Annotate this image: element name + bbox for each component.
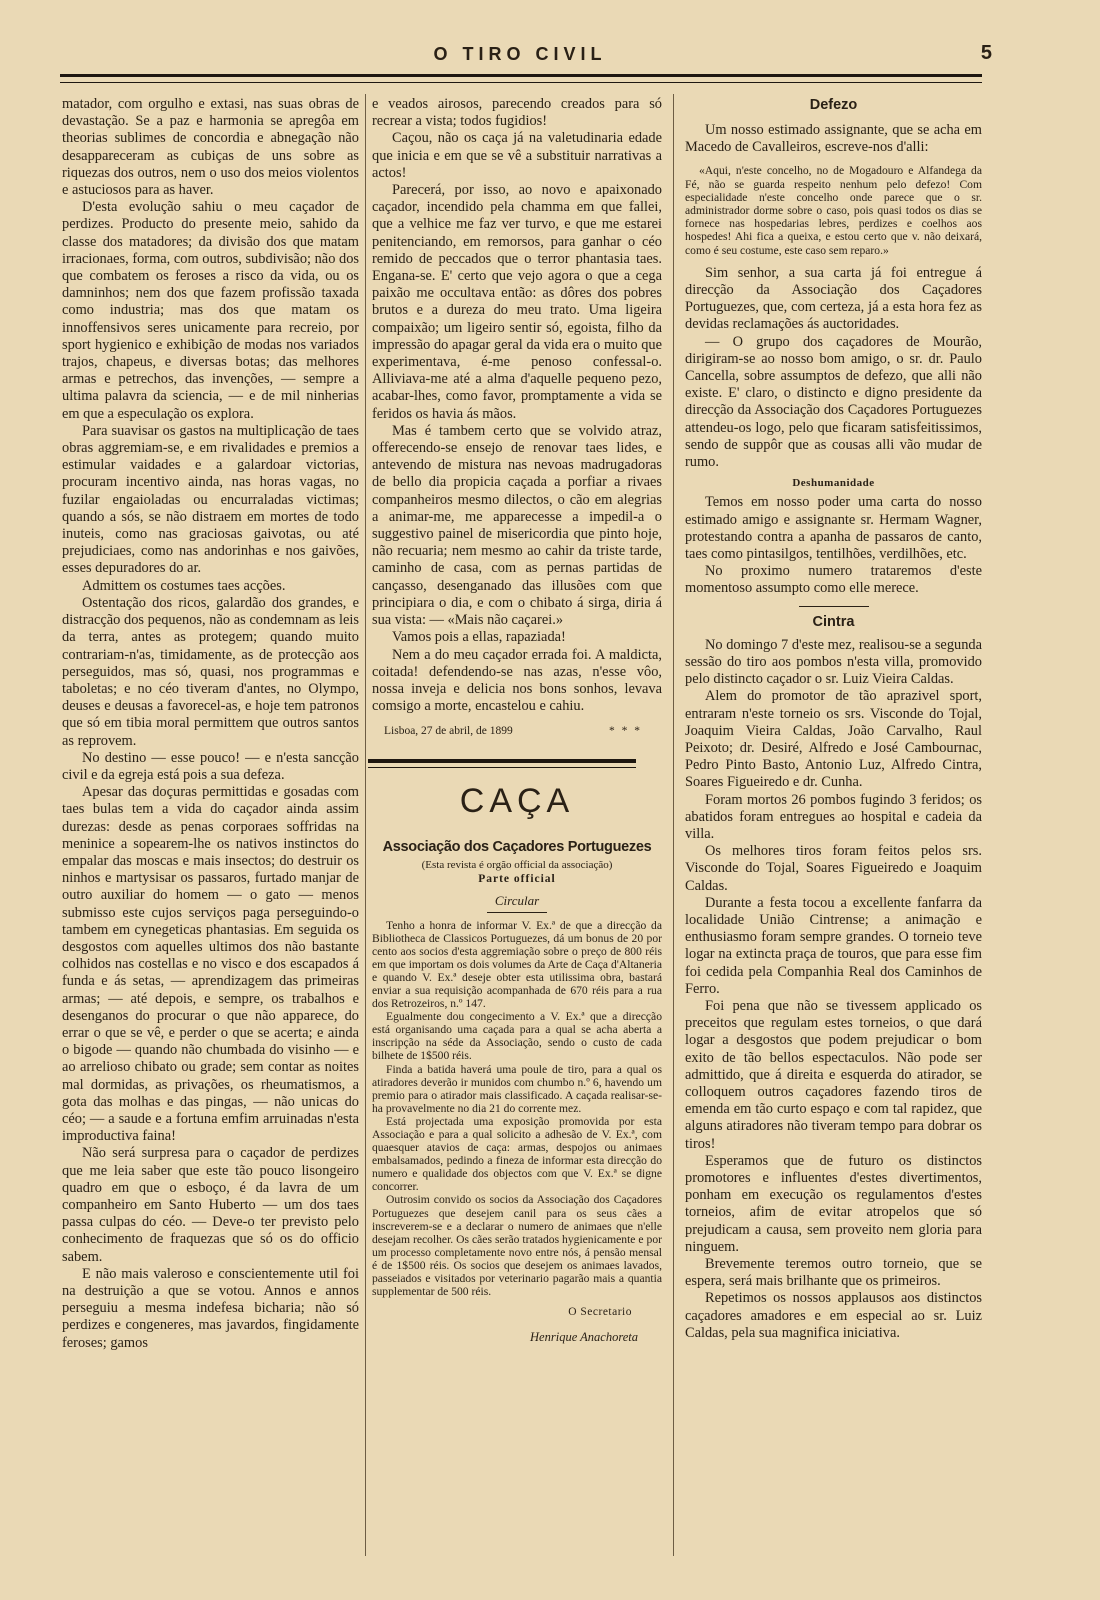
article-paragraph: Parecerá, por isso, ao novo e apaixonado caçador, incendido pela chamma em que fallei, que a velhice me faz ver turvo, e que me estarei penitenciando, em remorsos, para ganhar o céo remido de peccados que o terror phantasia taes. Engana-se. E' certo que vejo agora o que a cega paixão me occultava então: as dôres dos pobres brutos e a dureza do meu trato. Uma ligeira compaixão; um ligeiro sentir só, egoista, filho da impressão do apagar geral da vida era o muito que experimentava, é-me penoso confessal-o. Alliviava-me até a alma d'aquelle pequeno pezo, acabar-lhes, como favor, promptamente a vida se feridos os havia ás mãos. (372, 182, 662, 422)
article-paragraph: Para suavisar os gastos na multiplicação de taes obras aggremiam-se, e em rivalidades e premios a estimular vaidades e a galardoar victorias, procuram incentivo ainda, nas horas vagas, no fuzilar engaioladas ou encurraladas victimas; quando a sós, se não distraem em mortes de todo inuteis, como nas graciosas gaivotas, ou até prejudiciaes, como nas andorinhas e nos gaivões, esses depuradores do ar. (62, 422, 359, 577)
article-paragraph: Vamos pois a ellas, rapaziada! (392, 629, 566, 646)
article-paragraph: Durante a festa tocou a excellente fanfarra da localidade União Cintrense; a animação e enthusiasmo foram sempre grandes. O torneio teve logar na extincta praça de touros, que para esse fim foi cedida pela Companhia Real dos Caminhos de Ferro. (685, 894, 982, 997)
article-signoff (372, 723, 662, 739)
column-divider (673, 94, 674, 1556)
section-title-caca: CAÇA (459, 782, 575, 821)
divider-rule (487, 912, 547, 913)
section-rule (368, 759, 636, 768)
signoff-asterisks: * * * (609, 725, 642, 738)
column-3 (685, 96, 982, 1342)
parte-official-label: Parte official (478, 873, 556, 886)
circular-paragraph: Outrosim convido os socios da Associação dos Caçadores Portuguezes que desejem canil para os seus cães a inscreverem-se e a declarar o numero de animaes que n'elle desejam recolher. Os cães serão tratados hygienicamente e por um processo completamente novo entre nós, á pensão mensal é de 1$500 réis. Os socios que desejem os animaes lavados, passeiados e visitados por veterinario pagarão mais a quantia supplementar de 500 réis. (372, 1193, 662, 1299)
article-paragraph: Apesar das doçuras permittidas e gosadas com taes bulas tem a vida do caçador ainda assim durezas: desde as penas corporaes soffridas na meninice a sopearem-lhe os nativos instinctos do empalar das moscas e mais insectos; do destruir os ninhos e martysisar os passaros, furtado manjar de outro auxiliar do homem — o gato — menos submisso este cujos serviços paga perseguindo-o tambem em cynegeticas phantasias. Em seguida os desgostos com aquelles ultimos dos não bastante colhidos nas costellas e no visco e dos escapados á funda e ás setas, — aprendizagem das primeiras armas; — até depois, e sempre, os trabalhos e desenganos do procurar o que não apparece, do errar o que se vê, e perder o que se acerta; e ainda o bigode — quando não chumbada do visinho — e ao arrelioso chibato ou grade; sem contar as noites mal dormidas, as privações, os rheumatismos, a gota das molhas e das pingas, — não unicas do céo; — a saude e a fortuna emfim arruinadas n'esta improductiva faina! (62, 784, 359, 1145)
article-paragraph: Sim senhor, a sua carta já foi entregue á direcção da Associação dos Caçadores Portuguezes, que, com certeza, já a esta hora fez as devidas reclamações ás auctoridades. (685, 264, 982, 333)
article-paragraph: E não mais valeroso e conscientemente util foi na destruição a que se votou. Annos e annos perseguiu a mesma indefesa bicharia; não só perdizes e congeneres, mas javardos, fingidamente feroses; gamos (62, 1265, 359, 1351)
article-paragraph: Ostentação dos ricos, galardão dos grandes, e distracção dos pequenos, não as condemnam as leis da terra, antes as protegem; quando muito contrariam-n'as, timidamente, as de protecção aos perseguidos, mas só, quasi, nos programmas e taboletas; e no céo tiveram d'antes, no Olympo, deuses e deusas a favorecel-as, e hoje tem patronos que só em tibia moral permittem que outros santos as reprovem. (62, 594, 359, 749)
article-paragraph: Esperamos que de futuro os distinctos promotores e influentes d'estes divertimentos, ponham em execução os regulamentos d'estes torneios, afim de evitar atropelos que só prejudicam a causa, sem proveito nem gloria para ninguem. (685, 1152, 982, 1255)
header-double-rule (60, 74, 982, 83)
article-paragraph: Brevemente teremos outro torneio, que se espera, será mais brilhante que os primeiros. (685, 1256, 982, 1290)
article-paragraph: No domingo 7 d'este mez, realisou-se a segunda sessão do tiro aos pombos n'esta villa, promovido pelo distincto caçador o sr. Luiz Vieira Caldas. (685, 636, 982, 688)
journal-title: O TIRO CIVIL (433, 44, 607, 64)
article-paragraph: Caçou, não os caça já na valetudinaria edade que inicia e em que se vê a substituir narrativas a actos! (372, 130, 662, 181)
secretary-title: O Secretario (568, 1306, 632, 1319)
quote-text: «Aqui, n'este concelho, no de Mogadouro e Alfandega da Fé, não se guarda respeito nenhum pelo defezo! Com especialidade n'este concelho onde parece que o sr. administrador dorme sobre o caso, pois quasi todos os dias se fornece nas hospedarias lebres, perdizes e coelhos aos hospedes! Ahi fica a queixa, e estou certo que v. não deixará, como é seu costume, este caso sem reparo.» (685, 164, 982, 257)
article-paragraph: Admittem os costumes taes acções. (82, 577, 286, 594)
circular-paragraph: Finda a batida haverá uma poule de tiro, para a qual os atiradores deverão ir munidos com chumbo n.º 6, havendo um premio para o atirador mais classificado. A caçada realisar-se-ha provavelmente no dia 21 do corrente mez. (372, 1062, 662, 1115)
article-paragraph: e veados airosos, parecendo creados para só recrear a vista; todos fugidios! (372, 96, 662, 130)
article-paragraph: Alem do promotor de tão aprazivel sport, entraram n'este torneio os srs. Visconde do Tojal, Joaquim Vieira Caldas, João Carvalho, Raul Peixoto; dr. Desiré, Alfredo e José Cambournac, Pedro Pinto Basto, Antonio Luz, Alfredo Cintra, Soares Figueiredo e dr. Cunha. (685, 688, 982, 791)
section-heading-deshumanidade: Deshumanidade (792, 477, 875, 490)
article-paragraph: Não será surpresa para o caçador de perdizes que me leia saber que este tão pouco lisongeiro quadro em que o esboço, é da lavra de um companheiro em Santo Huberto — um dos taes passa culpas do céo. — Deve-o ter previsto pelo conhecimento de fraquezas que só os do officio sabem. (62, 1145, 359, 1265)
running-head (60, 42, 992, 74)
column-1 (62, 96, 359, 1352)
circular-paragraph: Tenho a honra de informar V. Ex.ª de que a direcção da Bibliotheca de Classicos Portuguezes, dá um bonus de 20 por cento aos socios d'esta aggremiação sobre o preço de 800 réis em que importam os dois volumes da Arte de Caça d'Altaneria e quando V. Ex.ª deseje obter esta utilissima obra, bastará enviar a sua requisição acompanhada de 670 réis para a rua dos Retrozeiros, n.º 147. (372, 918, 662, 1011)
column-divider (365, 94, 366, 1556)
circular-body (372, 919, 662, 1299)
column-2 (372, 96, 662, 1347)
article-paragraph: Foi pena que não se tivessem applicado os preceitos que regulam estes torneios, o que dará logar a desgostos que podem prejudicar o bom exito de tão bellos espectaculos. Não pode ser admittido, que á direita e esquerda do atirador, se colloquem outros caçadores fazendo tiros de emenda em tão curto espaço e com tal rapidez, que alguns atiradores não tiveram tempo para dobrar os tiros! (685, 997, 982, 1152)
article-paragraph: D'esta evolução sahiu o meu caçador de perdizes. Producto do presente meio, sahido da classe dos matadores; da divisão dos que matam irracionaes, forma, com outros, subdivisão; não dos que combatem os feroses a risco da vida, ou os damninhos; nem dos que fazem profissão taxada como industria; mas dos que matam os innoffensivos seres unicamente para recreio, por sport hygienico e exhibição de modas nos variados trajos, chapeus, e diversas botas; das melhores armas e petrechos, das invenções, — sempre a ultima palavra da sciencia, — e de mil ninherias em que a especulação os explora. (62, 199, 359, 422)
circular-label: Circular (494, 893, 540, 909)
secretary-signature: Henrique Anachoreta (530, 1330, 638, 1345)
section-heading-defezo: Defezo (809, 97, 858, 113)
association-heading: Associação dos Caçadores Portuguezes (382, 839, 652, 856)
article-paragraph: Foram mortos 26 pombos fugindo 3 feridos; os abatidos foram entregues ao hospital e cadeia da villa. (685, 791, 982, 842)
article-paragraph: Os melhores tiros foram feitos pelos srs. Visconde do Tojal, Soares Figueiredo e Joaquim Caldas. (685, 843, 982, 894)
circular-paragraph: Egualmente dou congecimento a V. Ex.ª que a direcção está organisando uma caçada para a qual se acha aberta a inscripção na séde da Associação, sendo o custo de cada bilhete de 1$500 réis. (372, 1010, 662, 1063)
section-heading-cintra: Cintra (812, 613, 855, 630)
reader-letter-quote (685, 164, 982, 256)
page-number: 5 (980, 42, 992, 64)
association-note: (Esta revista é orgão official da associação) (421, 859, 613, 872)
article-paragraph: Nem a do meu caçador errada foi. A maldicta, coitada! defendendo-se nas azas, n'esse vôo, nossa inveja e delicia nos bons sonhos, levava comsigo a morte, encastelou e cahiu. (372, 646, 662, 715)
article-paragraph: — O grupo dos caçadores de Mourão, dirigiram-se ao nosso bom amigo, o sr. dr. Paulo Cancella, sobre assumptos de defezo, que alli não existe. E' claro, o distincto e digno presidente da direcção da Associação dos Caçadores Portuguezes attendeu-os logo, pelo que ficaram satisfeitissimos, sendo de suppôr que as cousas alli vão mudar de rumo. (685, 333, 982, 471)
article-paragraph: Um nosso estimado assignante, que se acha em Macedo de Cavalleiros, escreve-nos d'alli: (685, 122, 982, 156)
article-paragraph: No proximo numero trataremos d'este momentoso assumpto como elle merece. (685, 563, 982, 597)
article-paragraph: No destino — esse pouco! — e n'esta sancção civil e da egreja está pois a sua defeza. (62, 749, 359, 783)
article-paragraph: Temos em nosso poder uma carta do nosso estimado amigo e assignante sr. Hermam Wagner, protestando contra a apanha de passaros de canto, taes como pintasilgos, tentilhões, verdilhões, etc. (685, 494, 982, 563)
article-paragraph: Mas é tambem certo que se volvido atraz, offerecendo-se ensejo de renovar taes lides, e antevendo de mistura nas nevoas madrugadoras de bello dia propicia caçada a porfiar a rivaes companheiros mesmo dilectos, o cão em alegrias a animar-me, me apparecesse a impedil-a o suggestivo painel de misericordia que pinto hoje, não recuaria; nem mesmo ao cahir da triste tarde, caminho de casa, com as pernas partidas de cançasso, desenganado das illusões com que principiara o dia, e com o chibato á sirga, diria á sua vista: — «Mais não caçarei.» (372, 422, 662, 629)
signoff-place-date: Lisboa, 27 de abril, de 1899 (384, 725, 513, 738)
divider-rule (799, 606, 869, 607)
article-paragraph: Repetimos os nossos applausos aos distinctos caçadores amadores e em especial ao sr. Luiz Caldas, pela sua magnifica iniciativa. (685, 1290, 982, 1341)
article-paragraph: matador, com orgulho e extasi, nas suas obras de devastação. Se a paz e harmonia se apregôa em theorias sublimes de concordia e abnegação não desappareceram as cubiças de uns sobre as riquezas dos outros, nem o uso dos meios violentos e astuciosos para as haver. (62, 96, 359, 199)
circular-paragraph: Está projectada uma exposição promovida por esta Associação e para a qual solicito a adhesão de V. Ex.ª, com quaesquer atavios de caça: armas, despojos ou animaes embalsamados, pedindo a fineza de informar esta direcção do numero e qualidade dos objectos com que V. Ex.ª se digne concorrer. (372, 1114, 662, 1194)
